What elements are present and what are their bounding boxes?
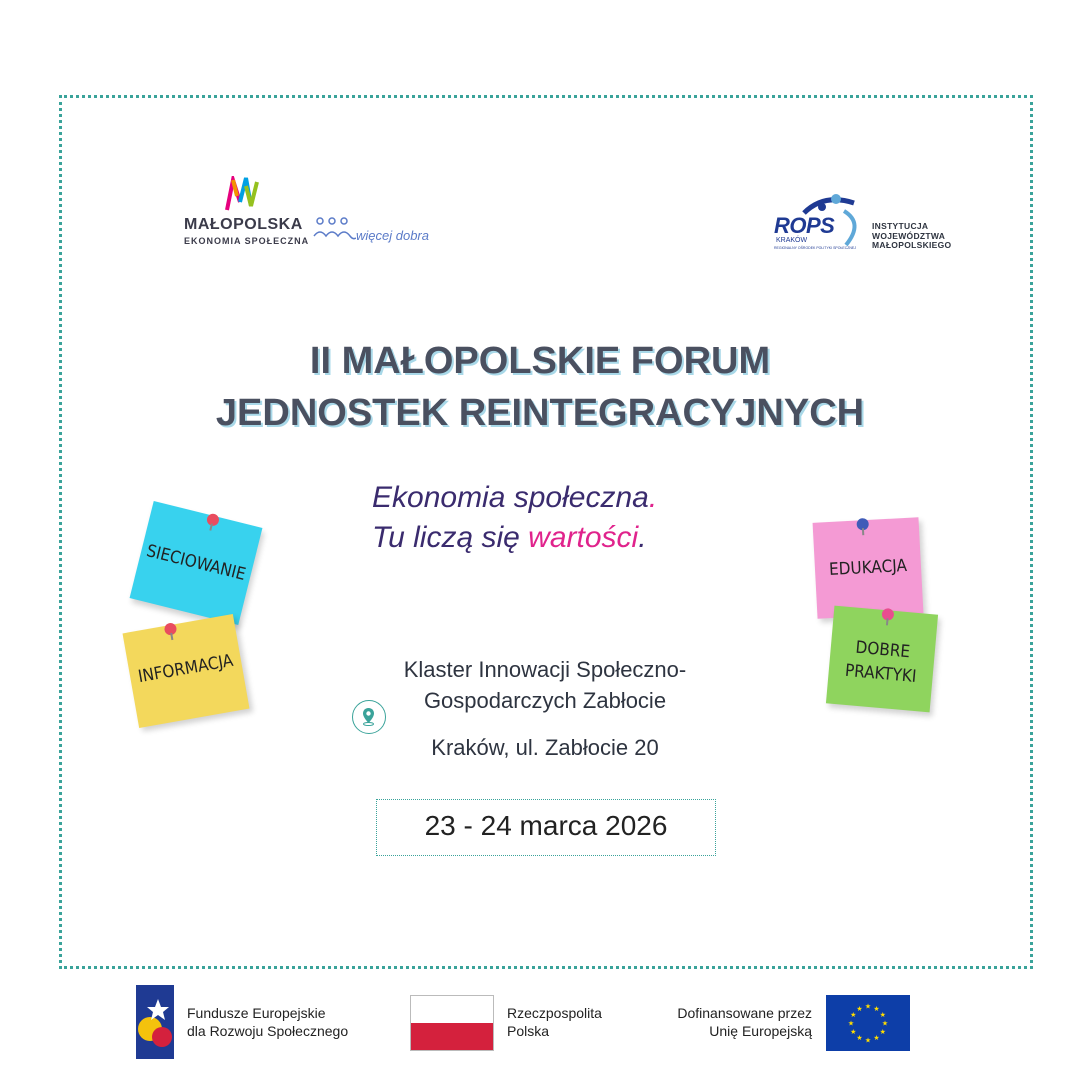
pushpin-icon	[881, 608, 894, 621]
tagline-dot: .	[648, 481, 658, 514]
rzeczpospolita-label	[507, 1004, 602, 1040]
institution-line1: INSTYTUCJA	[872, 221, 929, 231]
venue-line2: Gospodarczych Zabłocie	[423, 688, 667, 713]
pushpin-icon	[856, 518, 869, 531]
venue-name	[350, 654, 740, 716]
malopolska-name: MAŁOPOLSKA	[184, 216, 303, 233]
note-label: INFORMACJA	[136, 650, 235, 688]
eu-star: ★	[864, 1003, 872, 1011]
fe-line2: dla Rozwoju Społecznego	[187, 1023, 349, 1039]
institution-line3: MAŁOPOLSKIEGO	[872, 240, 952, 250]
rp-line2: Polska	[507, 1023, 550, 1039]
funding-footer	[0, 985, 1080, 1065]
venue-line1: Klaster Innowacji Społeczno-	[403, 657, 687, 682]
pushpin-icon	[164, 622, 178, 636]
eu-star: ★	[864, 1037, 872, 1045]
tagline-line2	[372, 518, 657, 558]
rops-city: KRAKÓW	[776, 237, 808, 244]
polish-flag-icon	[410, 995, 494, 1051]
date-box	[376, 799, 716, 856]
rops-logo	[774, 193, 954, 263]
eu-star: ★	[856, 1035, 863, 1043]
european-funds-icon	[136, 985, 176, 1059]
eu-star: ★	[850, 1029, 857, 1036]
eu-line2: Unię Europejską	[709, 1023, 812, 1039]
venue-address: Kraków, ul. Zabłocie 20	[431, 735, 659, 760]
sticky-note-edukacja	[813, 517, 924, 618]
tagline	[372, 478, 657, 558]
rops-fullname: REGIONALNY OŚRODEK POLITYKI SPOŁECZNEJ	[774, 246, 857, 250]
title-line2: JEDNOSTEK REINTEGRACYJNYCH	[215, 392, 865, 434]
tagline-line1	[372, 478, 657, 518]
title-line1: II MAŁOPOLSKIE FORUM	[309, 340, 771, 382]
tagline-highlight: wartości	[528, 521, 639, 554]
eu-flag-icon	[826, 995, 910, 1051]
people-icon	[312, 216, 356, 244]
location-pin-icon	[352, 700, 386, 734]
rops-name: ROPS	[774, 213, 835, 238]
rp-line1: Rzeczpospolita	[507, 1005, 602, 1021]
eu-star: ★	[881, 1020, 889, 1028]
sticky-note-informacja	[123, 614, 250, 728]
wiecej-dobra-text: więcej dobra	[356, 228, 429, 243]
sticky-note-dobre-praktyki	[826, 606, 938, 713]
note-label-line1: DOBRE	[854, 637, 911, 663]
fe-line1: Fundusze Europejskie	[187, 1005, 326, 1021]
eu-star: ★	[850, 1012, 857, 1019]
institution-label	[872, 222, 951, 251]
eu-line1: Dofinansowane przez	[677, 1005, 812, 1021]
eu-star: ★	[873, 1005, 880, 1013]
european-funds-label	[187, 1004, 348, 1040]
eu-star: ★	[856, 1005, 863, 1013]
eu-star: ★	[847, 1020, 855, 1028]
tagline-line2-text: Tu liczą się	[372, 521, 529, 554]
wiecej-dobra-logo	[312, 216, 429, 249]
malopolska-subtitle: EKONOMIA SPOŁECZNA	[184, 236, 310, 246]
event-title	[0, 335, 1080, 439]
tagline-line1-text: Ekonomia społeczna	[372, 481, 649, 514]
eu-funding-label	[640, 1004, 812, 1040]
event-date: 23 - 24 marca 2026	[424, 810, 668, 841]
tagline-line2-end: .	[638, 521, 647, 554]
institution-line2: WOJEWÓDZTWA	[872, 230, 946, 241]
note-label: SIECIOWANIE	[144, 541, 248, 585]
note-label-line2: PRAKTYKI	[844, 660, 918, 688]
eu-star: ★	[879, 1029, 886, 1036]
malopolska-mark-icon	[224, 176, 260, 212]
eu-star: ★	[873, 1035, 880, 1043]
eu-star: ★	[879, 1012, 886, 1019]
note-label: EDUKACJA	[828, 555, 908, 581]
